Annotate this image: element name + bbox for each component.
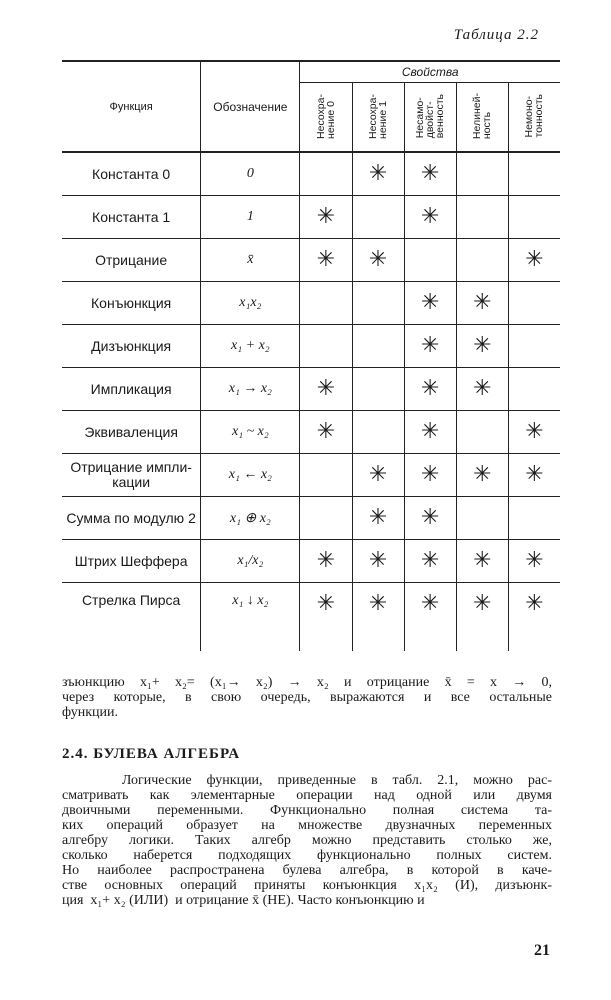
table-row	[62, 411, 560, 454]
property-empty-cell	[300, 152, 352, 196]
notation-cell: x₁ ⊕ x₂	[201, 497, 300, 540]
function-name-cell: Константа 0	[62, 152, 201, 196]
header-property-label: Несохра- нение 1	[367, 93, 390, 139]
property-mark-asterisk-icon: ✳	[456, 282, 508, 325]
header-properties-group: Свойства	[300, 61, 560, 83]
table-row	[62, 196, 560, 239]
text-line: ция x₁+ x₂ (ИЛИ) и отрицание x̄ (НЕ). Часто конъюнкцию и	[62, 893, 425, 908]
header-property-1	[352, 83, 404, 153]
property-mark-asterisk-icon: ✳	[404, 325, 456, 368]
property-mark-asterisk-icon: ✳	[404, 152, 456, 196]
property-mark-asterisk-icon: ✳	[456, 540, 508, 583]
table-row	[62, 152, 560, 196]
function-name-cell: Сумма по модулю 2	[62, 497, 201, 540]
property-mark-asterisk-icon: ✳	[508, 411, 560, 454]
header-property-label: Несохра- нение 0	[315, 93, 337, 139]
text-line: Но наиболее распространена булева алгебра, в которой в каче-	[62, 863, 552, 878]
notation-cell: x₁ + x₂	[201, 325, 300, 368]
text-line: сколько наберется подходящих функционально полных систем.	[62, 848, 552, 863]
function-name-cell: Отрицание	[62, 239, 201, 282]
property-mark-asterisk-icon: ✳	[404, 540, 456, 583]
property-mark-asterisk-icon: ✳	[508, 239, 560, 282]
header-notation: Обозначение	[201, 61, 300, 152]
property-mark-asterisk-icon: ✳	[300, 540, 352, 583]
notation-cell: x̄	[201, 239, 300, 282]
function-name-cell: Константа 1	[62, 196, 201, 239]
property-empty-cell	[456, 196, 508, 239]
property-mark-asterisk-icon: ✳	[456, 454, 508, 497]
property-mark-asterisk-icon: ✳	[404, 411, 456, 454]
function-name-cell: Импликация	[62, 368, 201, 411]
text-line: Логические функции, приведенные в табл. 2.1, можно рас-	[62, 773, 552, 788]
property-empty-cell	[508, 368, 560, 411]
text-line: двоичными переменными. Функционально полная система та-	[62, 803, 552, 818]
table-row	[62, 497, 560, 540]
header-property-label: Немоно- тонность	[523, 94, 546, 138]
function-name-cell: Конъюнкция	[62, 282, 201, 325]
property-empty-cell	[456, 497, 508, 540]
text-line: алгебру логики. Таких алгебр можно представить столько же,	[62, 833, 552, 848]
table-row	[62, 583, 560, 652]
property-empty-cell	[300, 497, 352, 540]
property-mark-asterisk-icon: ✳	[300, 411, 352, 454]
table-row	[62, 454, 560, 497]
property-mark-asterisk-icon: ✳	[352, 583, 404, 652]
header-property-3	[456, 83, 508, 153]
header-function: Функция	[62, 61, 201, 152]
table-header-row-1	[62, 61, 560, 83]
notation-cell: x₁ → x₂	[201, 368, 300, 411]
function-name-cell: Отрицание импли- кации	[62, 454, 201, 497]
property-empty-cell	[300, 325, 352, 368]
function-name-cell: Штрих Шеффера	[62, 540, 201, 583]
property-mark-asterisk-icon: ✳	[404, 454, 456, 497]
property-mark-asterisk-icon: ✳	[456, 368, 508, 411]
notation-cell: x₁x₂	[201, 282, 300, 325]
property-mark-asterisk-icon: ✳	[300, 196, 352, 239]
property-empty-cell	[508, 152, 560, 196]
property-mark-asterisk-icon: ✳	[404, 282, 456, 325]
text-line: сматривать как элементарные операции над одной или двумя	[62, 788, 552, 803]
table-row	[62, 540, 560, 583]
property-empty-cell	[352, 282, 404, 325]
table-row	[62, 368, 560, 411]
property-mark-asterisk-icon: ✳	[404, 583, 456, 652]
notation-cell: x₁ ← x₂	[201, 454, 300, 497]
property-empty-cell	[456, 152, 508, 196]
property-mark-asterisk-icon: ✳	[508, 583, 560, 652]
paragraph-top	[62, 675, 552, 720]
property-mark-asterisk-icon: ✳	[352, 239, 404, 282]
text-line: стве основных операций приняты конъюнкция x₁x₂ (И), дизъюнк-	[62, 878, 552, 893]
table-caption: Таблица 2.2	[453, 27, 539, 43]
header-property-0	[300, 83, 352, 153]
property-mark-asterisk-icon: ✳	[456, 325, 508, 368]
section-heading: 2.4. БУЛЕВА АЛГЕБРА	[62, 746, 241, 762]
function-name-cell: Стрелка Пирса	[62, 583, 201, 652]
property-empty-cell	[352, 196, 404, 239]
notation-cell: 1	[201, 196, 300, 239]
table-row	[62, 239, 560, 282]
table-row	[62, 282, 560, 325]
paragraph-main	[62, 773, 552, 908]
property-mark-asterisk-icon: ✳	[352, 152, 404, 196]
property-empty-cell	[456, 239, 508, 282]
notation-cell: 0	[201, 152, 300, 196]
table-row	[62, 325, 560, 368]
notation-cell: x₁ ↓ x₂	[201, 583, 300, 652]
header-property-label: Нелиней- ность	[471, 92, 494, 140]
notation-cell: x₁/x₂	[201, 540, 300, 583]
property-mark-asterisk-icon: ✳	[508, 540, 560, 583]
property-empty-cell	[404, 239, 456, 282]
property-mark-asterisk-icon: ✳	[456, 583, 508, 652]
text-line: зъюнкцию x₁+ x₂= (x₁→ x₂) → x₂ и отрицание x̄ = x → 0,	[62, 675, 552, 690]
property-empty-cell	[300, 454, 352, 497]
page-number: 21	[534, 942, 550, 959]
text-line: через которые, в свою очередь, выражаются и все остальные	[62, 690, 552, 705]
property-empty-cell	[352, 411, 404, 454]
property-empty-cell	[508, 497, 560, 540]
property-empty-cell	[352, 368, 404, 411]
property-mark-asterisk-icon: ✳	[404, 497, 456, 540]
property-mark-asterisk-icon: ✳	[508, 454, 560, 497]
text-line: функции.	[62, 705, 118, 720]
text-line: ких операций образует на множестве двузначных переменных	[62, 818, 552, 833]
property-empty-cell	[300, 282, 352, 325]
property-mark-asterisk-icon: ✳	[300, 583, 352, 652]
property-mark-asterisk-icon: ✳	[404, 368, 456, 411]
notation-cell: x₁ ~ x₂	[201, 411, 300, 454]
property-empty-cell	[508, 196, 560, 239]
property-mark-asterisk-icon: ✳	[404, 196, 456, 239]
header-property-2	[404, 83, 456, 153]
property-mark-asterisk-icon: ✳	[300, 239, 352, 282]
property-mark-asterisk-icon: ✳	[352, 454, 404, 497]
boolean-functions-table	[62, 60, 560, 651]
header-property-label: Несамо- двойст- венность	[414, 93, 447, 139]
property-empty-cell	[508, 282, 560, 325]
function-name-cell: Дизъюнкция	[62, 325, 201, 368]
property-mark-asterisk-icon: ✳	[352, 540, 404, 583]
property-empty-cell	[508, 325, 560, 368]
property-empty-cell	[352, 325, 404, 368]
function-name-cell: Эквиваленция	[62, 411, 201, 454]
property-mark-asterisk-icon: ✳	[300, 368, 352, 411]
property-mark-asterisk-icon: ✳	[352, 497, 404, 540]
header-property-4	[508, 83, 560, 153]
property-empty-cell	[456, 411, 508, 454]
